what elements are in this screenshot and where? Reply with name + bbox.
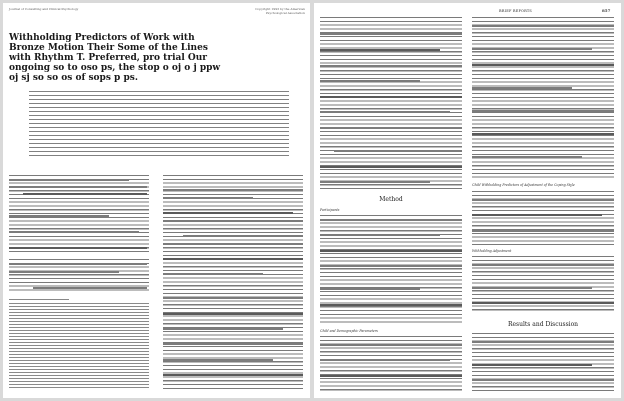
highlight bbox=[472, 341, 614, 343]
highlight bbox=[33, 287, 147, 289]
highlight bbox=[163, 328, 283, 330]
highlight bbox=[163, 359, 273, 361]
highlight bbox=[163, 313, 303, 315]
highlight bbox=[320, 65, 462, 67]
highlight bbox=[163, 374, 303, 376]
highlight bbox=[163, 273, 263, 275]
page-header-label: BRIEF REPORTS bbox=[499, 9, 533, 13]
body-text-left-col bbox=[320, 17, 462, 189]
abstract-block bbox=[29, 91, 289, 159]
highlight bbox=[320, 80, 420, 82]
highlight bbox=[320, 33, 462, 35]
highlight bbox=[334, 150, 462, 152]
highlight bbox=[9, 263, 147, 265]
right-page bbox=[314, 3, 621, 398]
page-number: 857 bbox=[602, 8, 611, 13]
subheading-measures: Child and Demographic Parameters bbox=[320, 329, 378, 333]
highlight bbox=[163, 189, 303, 191]
highlight bbox=[472, 133, 614, 135]
highlight bbox=[472, 379, 614, 381]
highlight bbox=[320, 111, 450, 113]
highlight bbox=[320, 49, 440, 51]
highlight bbox=[163, 220, 303, 222]
article-title: Withholding Predictors of Work with Bronze Motion Their Some of the Lines with Rhythm T. Preferred, pro trial Our ongoing so to oso ps, the stop o oj o j ppw oj sj so so os of sops p ps. bbox=[9, 33, 221, 83]
highlight bbox=[472, 302, 614, 304]
highlight bbox=[320, 234, 440, 236]
highlight bbox=[163, 343, 303, 345]
left-page bbox=[3, 3, 310, 398]
highlight bbox=[320, 219, 462, 221]
section-heading-method: Method bbox=[379, 196, 403, 203]
highlight bbox=[320, 304, 462, 306]
running-head-left: Journal of Consulting and Clinical Psychology bbox=[9, 7, 79, 11]
highlight bbox=[9, 179, 129, 181]
section-heading-results: Results and Discussion bbox=[507, 321, 579, 328]
highlight bbox=[320, 288, 420, 290]
highlight bbox=[163, 258, 303, 260]
running-head-right: Copyright 1993 by the American Psychological Association bbox=[255, 7, 305, 15]
highlight bbox=[472, 364, 592, 366]
highlight bbox=[23, 193, 147, 195]
highlight bbox=[9, 215, 109, 217]
highlight bbox=[9, 186, 147, 188]
subheading-participants: Participants bbox=[320, 208, 340, 212]
highlight bbox=[320, 127, 462, 129]
body-text-right-col bbox=[163, 175, 303, 389]
method-text bbox=[320, 215, 462, 325]
highlight bbox=[9, 247, 147, 249]
highlight bbox=[320, 344, 462, 346]
highlight bbox=[320, 359, 450, 361]
footnote-block bbox=[9, 303, 149, 389]
highlight bbox=[320, 265, 462, 267]
highlight bbox=[472, 287, 592, 289]
highlight bbox=[320, 166, 462, 168]
highlight bbox=[472, 64, 614, 66]
highlight bbox=[472, 48, 592, 50]
highlight bbox=[163, 212, 293, 214]
highlight bbox=[472, 25, 614, 27]
highlight bbox=[472, 264, 614, 266]
highlight bbox=[320, 250, 462, 252]
highlight bbox=[472, 230, 614, 232]
subheading-coping: Child Withholding Predictors of Adjustment of the Coping Style bbox=[472, 183, 575, 187]
highlight bbox=[9, 271, 119, 273]
highlight bbox=[472, 199, 614, 201]
body-text-right-col bbox=[472, 17, 614, 179]
highlight bbox=[320, 375, 462, 377]
highlight bbox=[472, 87, 572, 89]
footnote-rule bbox=[9, 299, 69, 300]
highlight bbox=[472, 214, 602, 216]
highlight bbox=[320, 181, 430, 183]
highlight bbox=[472, 110, 614, 112]
highlight bbox=[183, 235, 303, 237]
subheading-adjustment: Withholding Adjustment bbox=[472, 249, 512, 253]
highlight bbox=[320, 96, 462, 98]
highlight bbox=[163, 243, 303, 245]
highlight bbox=[9, 231, 139, 233]
highlight bbox=[163, 197, 253, 199]
highlight bbox=[163, 297, 303, 299]
highlight bbox=[472, 156, 582, 158]
